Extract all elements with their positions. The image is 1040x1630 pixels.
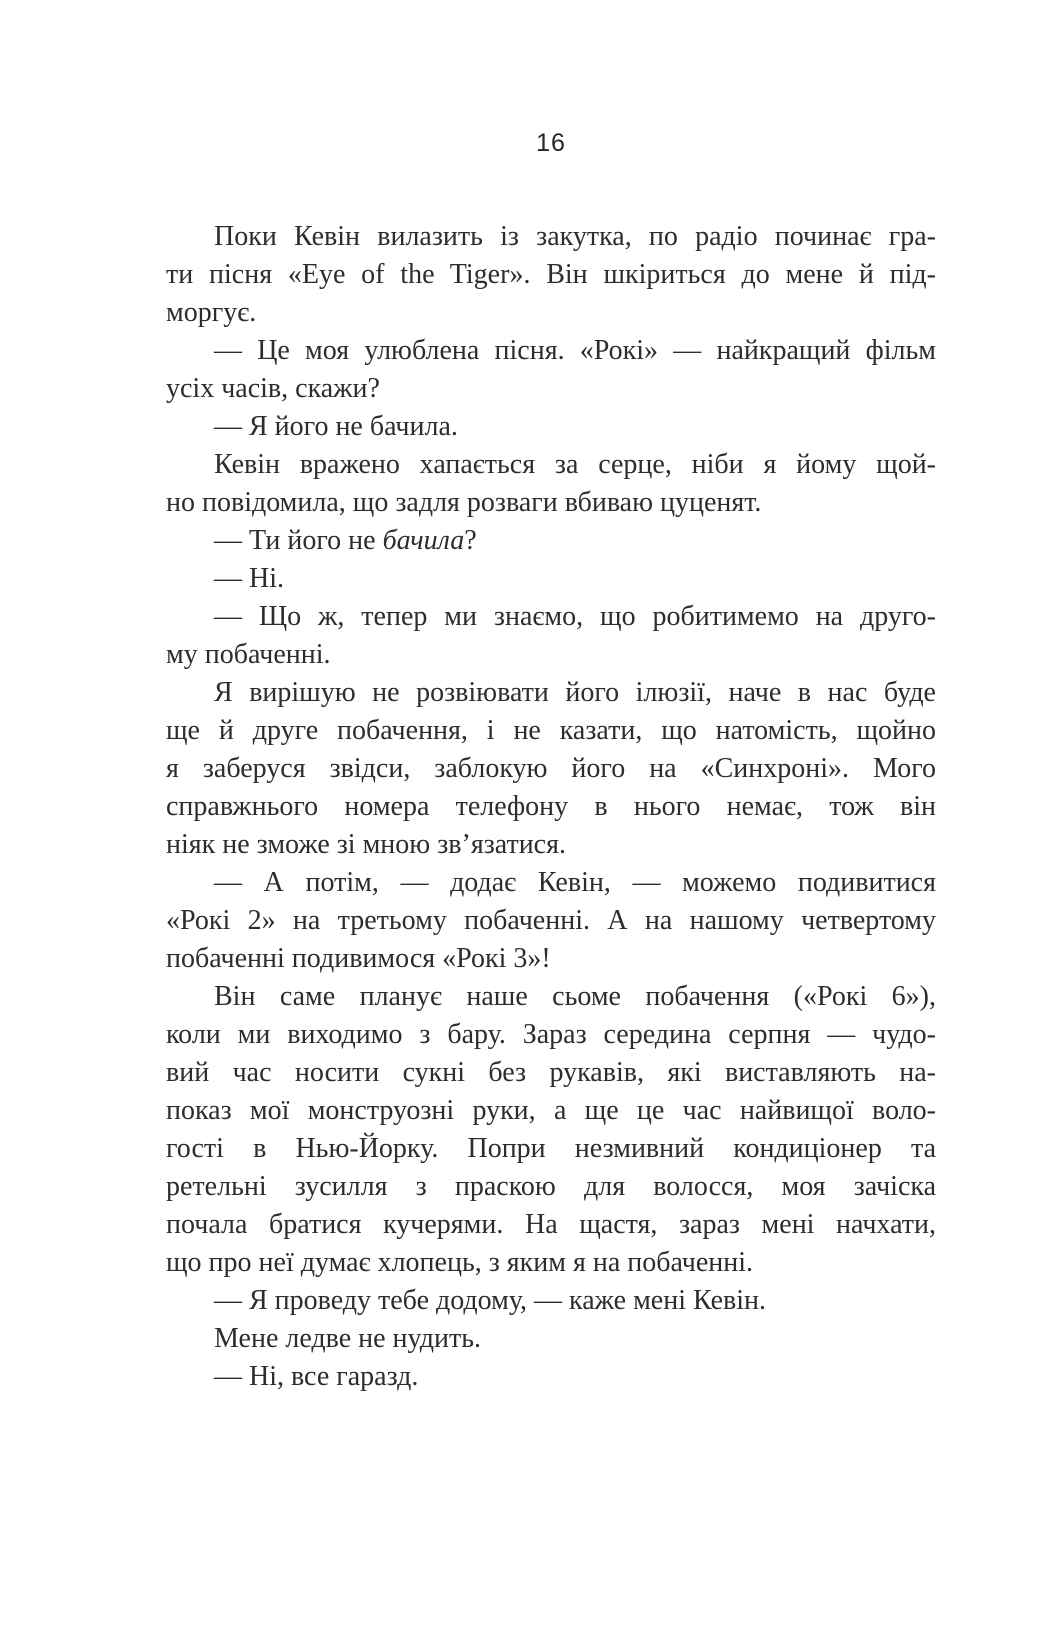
- text-line: — Я його не бачила.: [214, 411, 458, 442]
- emphasized-word: бачила: [382, 525, 465, 556]
- text-line: — Це моя улюблена пісня. «Рокі» — найкращий фільм: [214, 335, 936, 366]
- text-line: [166, 522, 936, 560]
- dialogue-suffix: ?: [464, 525, 477, 556]
- text-line: ще й друге побачення, і не казати, що натомість, щойно: [166, 715, 936, 746]
- text-line: усіх часів, скажи?: [166, 373, 380, 404]
- text-line: Він саме планує наше сьоме побачення («Рокі 6»),: [214, 981, 936, 1012]
- text-line: му побаченні.: [166, 639, 331, 670]
- text-line: — Ні, все гаразд.: [214, 1361, 419, 1392]
- text-line: — А потім, — додає Кевін, — можемо подивитися: [214, 867, 936, 898]
- text-line: «Рокі 2» на третьому побаченні. А на нашому четвертому: [166, 905, 936, 936]
- text-line: я заберуся звідси, заблокую його на «Синхроні». Мого: [166, 753, 936, 784]
- page-number: 16: [536, 129, 566, 157]
- text-line: ти пісня «Eye of the Tiger». Він шкіриться до мене й під-: [166, 259, 936, 290]
- text-line: ретельні зусилля з праскою для волосся, моя зачіска: [166, 1171, 936, 1202]
- text-line: Поки Кевін вилазить із закутка, по радіо починає гра-: [214, 221, 936, 252]
- text-line: побаченні подивимося «Рокі 3»!: [166, 943, 551, 974]
- text-line: почала братися кучерями. На щастя, зараз мені начхати,: [166, 1209, 936, 1240]
- text-line: справжнього номера телефону в нього немає, тож він: [166, 791, 936, 822]
- text-line: що про неї думає хлопець, з яким я на побаченні.: [166, 1247, 754, 1278]
- text-line: коли ми виходимо з бару. Зараз середина серпня — чудо-: [166, 1019, 936, 1050]
- text-line: — Що ж, тепер ми знаємо, що робитимемо на друго-: [214, 601, 936, 632]
- text-line: — Ні.: [214, 563, 284, 594]
- text-line: вий час носити сукні без рукавів, які виставляють на-: [166, 1057, 936, 1088]
- text-line: Кевін вражено хапається за серце, ніби я йому щой-: [214, 449, 936, 480]
- text-line: гості в Нью-Йорку. Попри незмивний кондиціонер та: [166, 1133, 936, 1164]
- text-line: ніяк не зможе зі мною зв’язатися.: [166, 829, 566, 860]
- text-line: — Я проведу тебе додому, — каже мені Кевін.: [214, 1285, 767, 1316]
- text-line: показ мої монструозні руки, а ще це час найвищої воло-: [166, 1095, 936, 1126]
- text-line: моргує.: [166, 297, 257, 328]
- dialogue-prefix: — Ти його не: [214, 525, 383, 556]
- text-line: но повідомила, що задля розваги вбиваю цуценят.: [166, 487, 762, 518]
- text-block: [166, 218, 936, 1396]
- text-line: Я вирішую не розвіювати його ілюзії, наче в нас буде: [214, 677, 936, 708]
- text-line: Мене ледве не нудить.: [214, 1323, 481, 1354]
